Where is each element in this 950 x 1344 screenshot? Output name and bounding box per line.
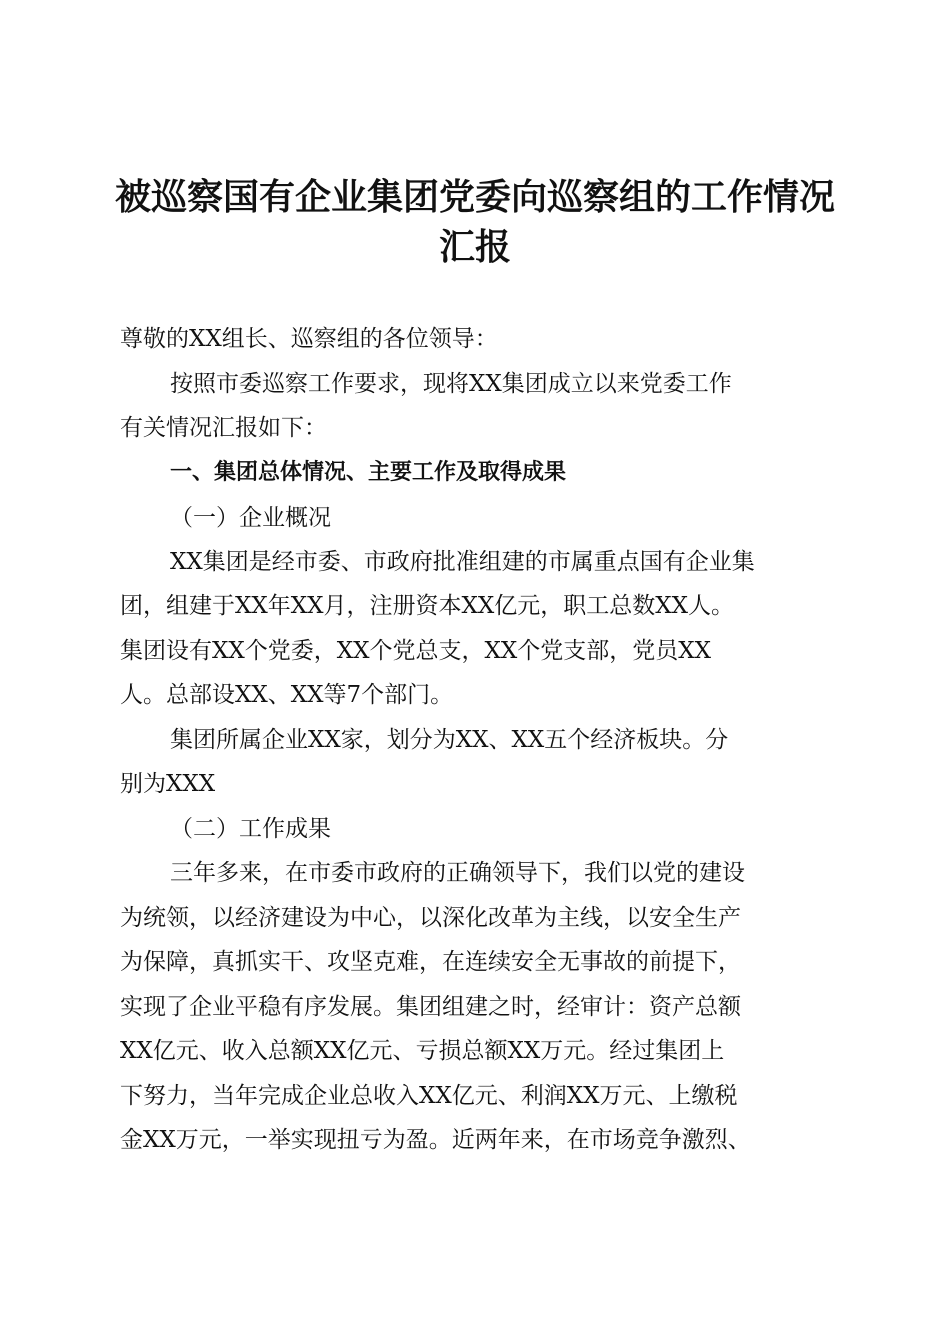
paragraph-3-line-4: 实现了企业平稳有序发展。集团组建之时，经审计：资产总额: [120, 994, 741, 1020]
intro-paragraph-line-2: 有关情况汇报如下：: [120, 415, 327, 441]
paragraph-3-line-2: 为统领，以经济建设为中心，以深化改革为主线，以安全生产: [120, 905, 741, 931]
intro-paragraph-line-1: 按照市委巡察工作要求，现将XX集团成立以来党委工作: [170, 371, 732, 397]
paragraph-2-line-1: 集团所属企业XX家，划分为XX、XX五个经济板块。分: [170, 727, 729, 753]
subsection-heading-2: （二）工作成果: [170, 816, 331, 842]
paragraph-1-line-3: 集团设有XX个党委，XX个党总支，XX个党支部，党员XX: [120, 638, 711, 664]
paragraph-3-line-5: XX亿元、收入总额XX亿元、亏损总额XX万元。经过集团上: [120, 1038, 725, 1064]
paragraph-3-line-7: 金XX万元，一举实现扭亏为盈。近两年来，在市场竞争激烈、: [120, 1127, 751, 1153]
section-heading-1: 一、集团总体情况、主要工作及取得成果: [170, 460, 567, 485]
paragraph-3-line-1: 三年多来，在市委市政府的正确领导下，我们以党的建设: [170, 860, 745, 886]
document-title-line-1: 被巡察国有企业集团党委向巡察组的工作情况: [114, 176, 835, 218]
subsection-heading-1: （一）企业概况: [170, 505, 331, 531]
paragraph-1-line-2: 团，组建于XX年XX月，注册资本XX亿元，职工总数XX人。: [120, 593, 734, 619]
paragraph-2-line-2: 别为XXX: [120, 771, 216, 797]
paragraph-3-line-6: 下努力，当年完成企业总收入XX亿元、利润XX万元、上缴税: [120, 1083, 738, 1109]
document-title-line-2: 汇报: [438, 226, 511, 268]
salutation: 尊敬的XX组长、巡察组的各位领导：: [120, 326, 498, 352]
paragraph-1-line-4: 人。总部设XX、XX等7个部门。: [120, 682, 454, 708]
paragraph-1-line-1: XX集团是经市委、市政府批准组建的市属重点国有企业集: [170, 549, 755, 575]
paragraph-3-line-3: 为保障，真抓实干、攻坚克难，在连续安全无事故的前提下，: [120, 949, 741, 975]
